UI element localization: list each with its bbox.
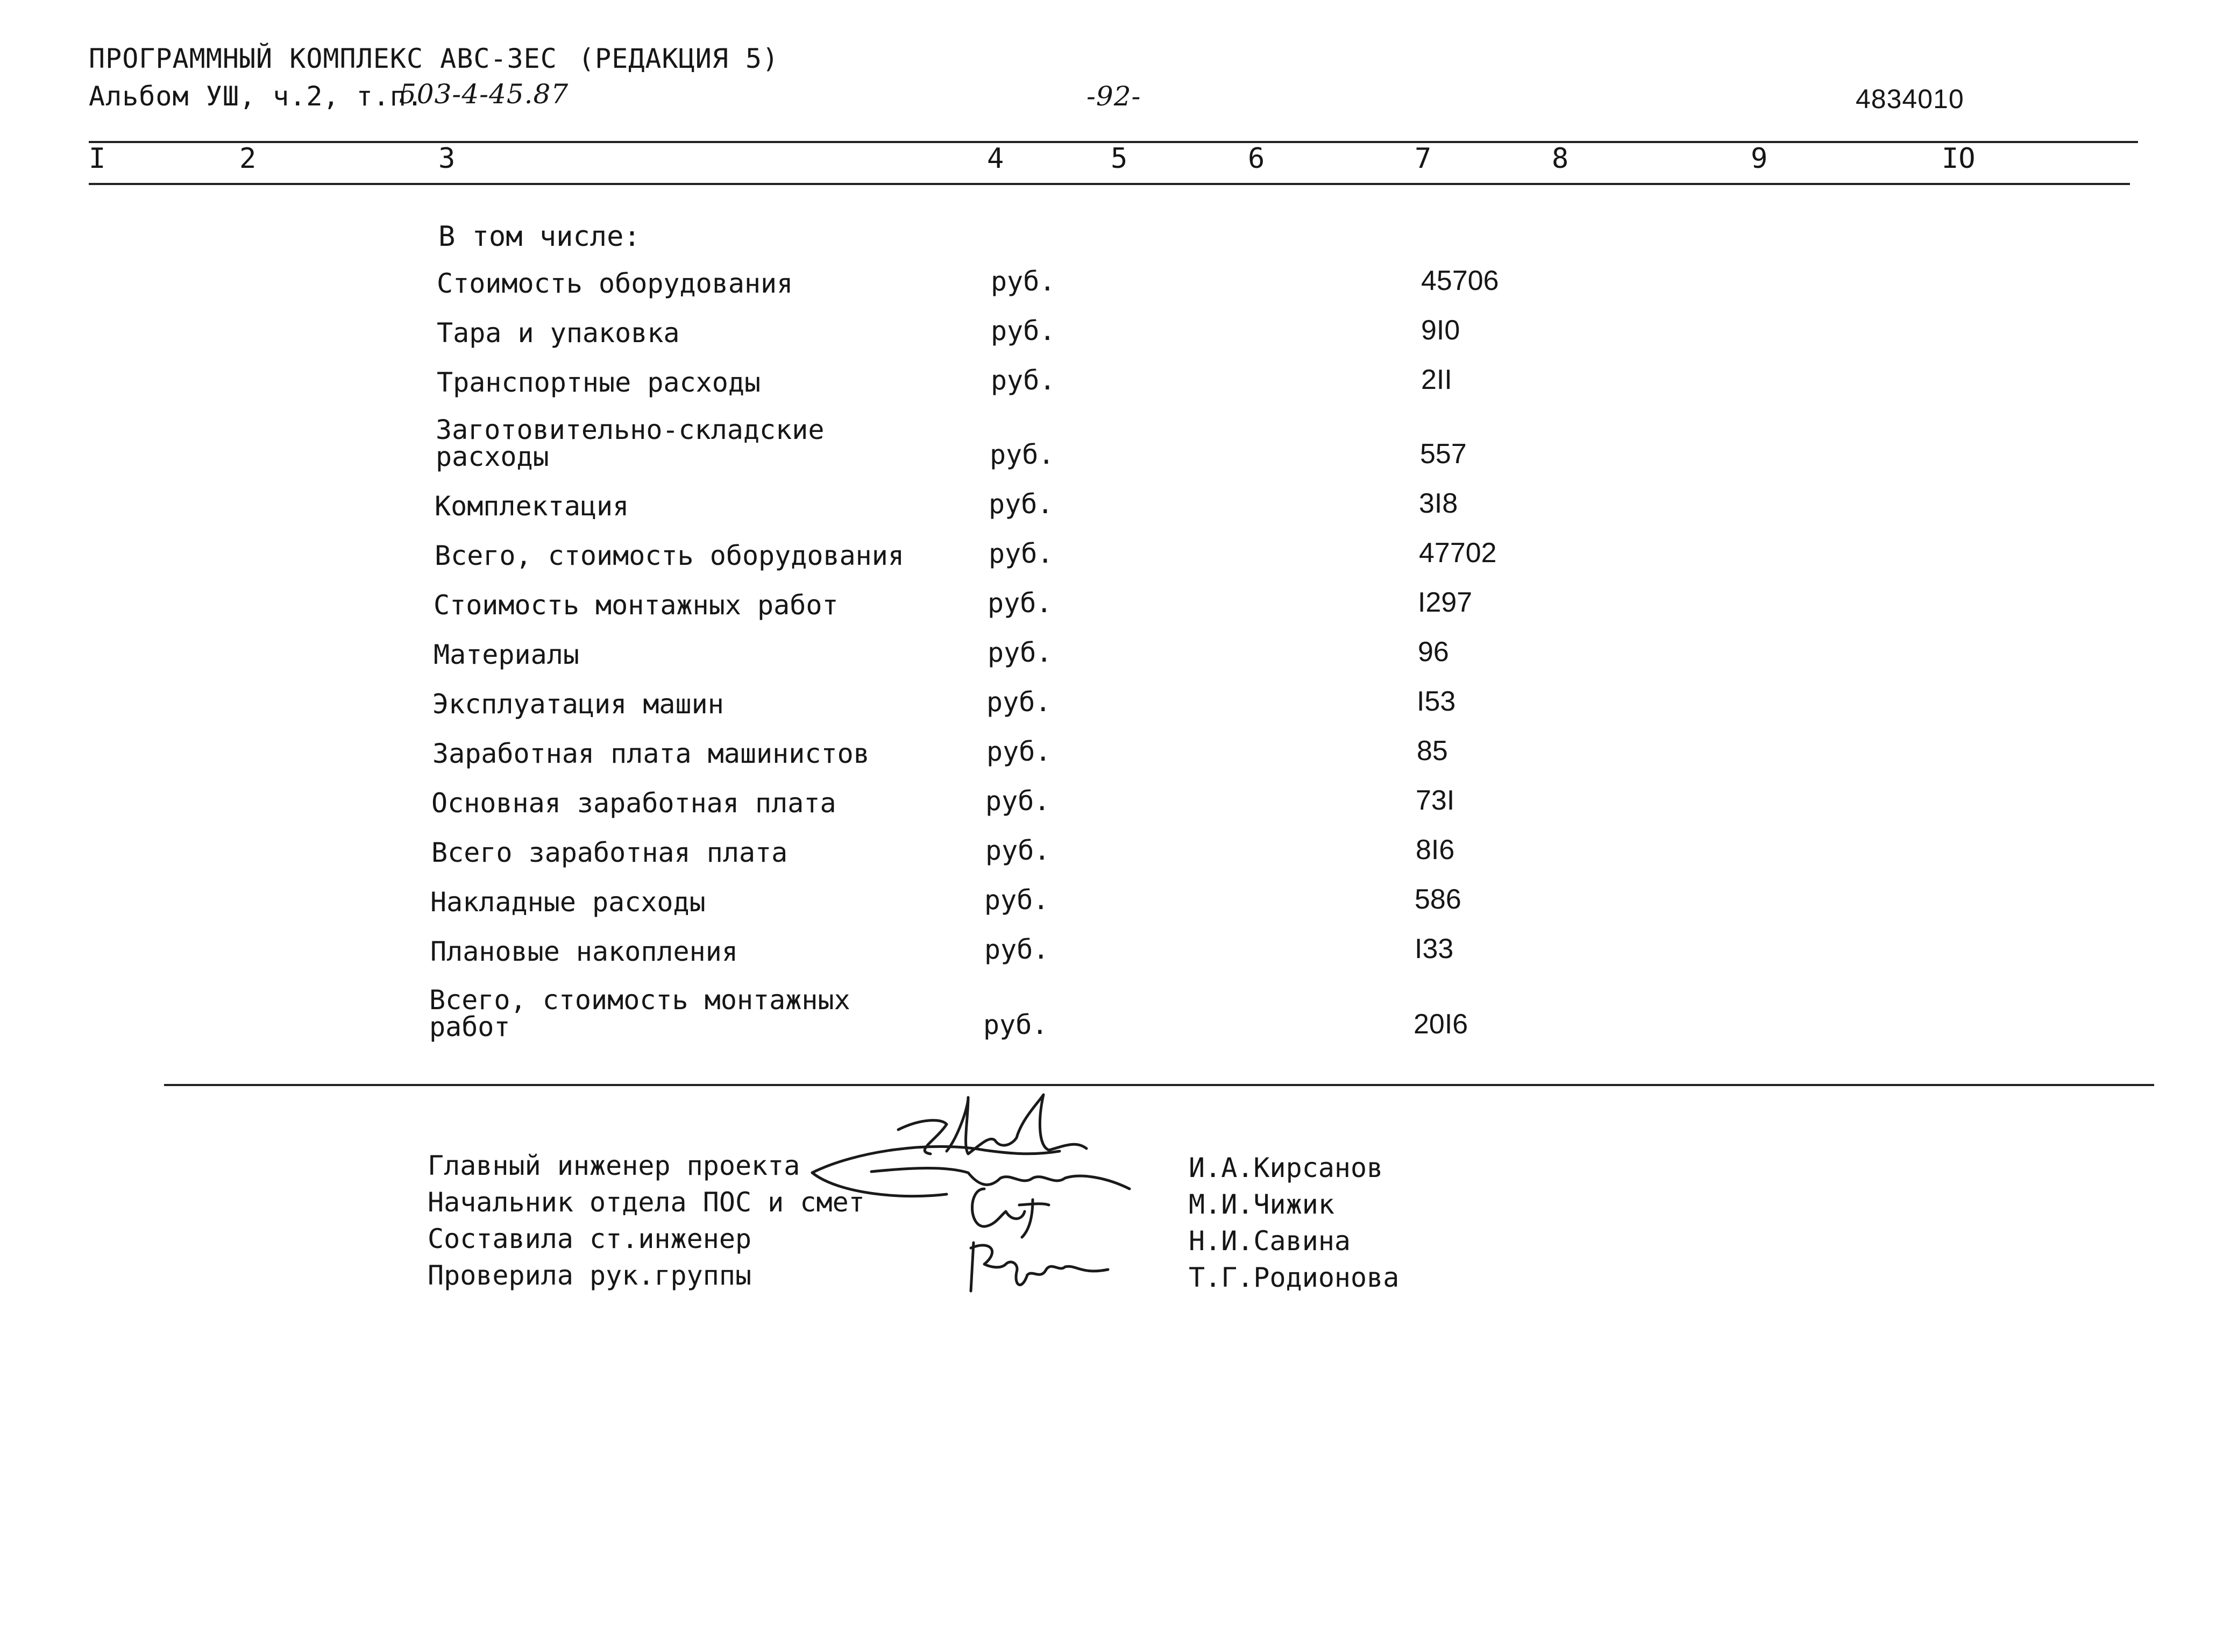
row-unit: руб. xyxy=(991,266,1056,297)
row-unit: руб. xyxy=(990,439,1055,470)
row-value: I297 xyxy=(1418,587,1473,618)
column-number: I xyxy=(89,143,106,175)
table-row xyxy=(437,297,1728,349)
row-unit: руб. xyxy=(989,538,1054,569)
row-label: Всего, стоимость оборудования xyxy=(435,540,904,571)
signature-stroke xyxy=(972,1189,1049,1237)
row-label: Стоимость оборудования xyxy=(437,268,793,299)
table-row xyxy=(436,396,1727,470)
table-row xyxy=(434,619,1724,668)
row-label: Стоимость монтажных работ xyxy=(434,590,839,621)
table-row xyxy=(437,247,1728,297)
row-unit: руб. xyxy=(991,315,1056,346)
column-number: 5 xyxy=(1111,143,1128,175)
row-label: Заработная плата машинистов xyxy=(432,738,870,769)
table-row xyxy=(432,668,1723,718)
signature-stroke xyxy=(871,1168,1130,1189)
row-unit: руб. xyxy=(985,785,1050,817)
row-label: Транспортные расходы xyxy=(437,367,761,398)
row-value: 9I0 xyxy=(1421,315,1460,346)
row-value: 557 xyxy=(1420,438,1467,470)
row-label: Основная заработная плата xyxy=(431,788,836,819)
table-row xyxy=(432,718,1723,767)
album-label: Альбом УШ, ч.2, т.п. xyxy=(89,81,424,112)
row-label: Накладные расходы xyxy=(430,887,706,918)
table-row xyxy=(430,916,1721,965)
table-row xyxy=(429,965,1720,1043)
row-label: Заготовительно-складские расходы xyxy=(436,414,825,472)
row-unit: руб. xyxy=(988,637,1053,668)
signature-stroke xyxy=(971,1243,1108,1291)
program-title: ПРОГРАММНЫЙ КОМПЛЕКС АВС-ЗЕС xyxy=(89,43,557,74)
row-label: Тара и упаковка xyxy=(437,317,680,349)
row-unit: руб. xyxy=(983,1009,1048,1040)
row-value: 20I6 xyxy=(1414,1009,1468,1040)
project-code: 503-4-45.87 xyxy=(399,79,569,110)
signature-name: Т.Г.Родионова xyxy=(1189,1262,1400,1293)
row-label: Материалы xyxy=(434,639,579,670)
signature-stroke xyxy=(898,1095,1086,1154)
row-unit: руб. xyxy=(986,736,1052,767)
table-row xyxy=(435,520,1725,569)
table-row xyxy=(431,817,1722,866)
row-label: Плановые накопления xyxy=(430,936,738,967)
signature-name: И.А.Кирсанов xyxy=(1189,1152,1383,1183)
row-value: 96 xyxy=(1418,636,1449,668)
row-value: 45706 xyxy=(1421,265,1499,296)
row-value: I33 xyxy=(1415,933,1454,965)
header-bottom-rule xyxy=(89,183,2130,185)
table-row xyxy=(437,346,1728,396)
table-row xyxy=(434,569,1724,619)
table-row xyxy=(435,470,1725,520)
row-value: I53 xyxy=(1417,686,1456,717)
row-unit: руб. xyxy=(989,488,1054,520)
table-row xyxy=(431,767,1722,817)
table-row xyxy=(430,866,1721,916)
signature-title: Составила ст.инженер xyxy=(428,1223,752,1254)
column-number: 3 xyxy=(438,143,456,175)
row-value: 2II xyxy=(1421,364,1452,395)
handwritten-signatures xyxy=(807,1087,1183,1345)
row-unit: руб. xyxy=(985,835,1050,866)
column-number: 7 xyxy=(1415,143,1432,175)
row-value: 73I xyxy=(1416,785,1455,816)
row-label: Всего, стоимость монтажных работ xyxy=(429,984,850,1043)
column-number: 8 xyxy=(1552,143,1569,175)
signature-stroke xyxy=(812,1173,947,1196)
row-value: 85 xyxy=(1417,735,1448,767)
row-value: 3I8 xyxy=(1419,488,1458,519)
footer-rule xyxy=(164,1084,2154,1086)
row-label: Эксплуатация машин xyxy=(432,689,724,720)
edition-label: (РЕДАКЦИЯ 5) xyxy=(578,43,779,74)
row-value: 47702 xyxy=(1419,537,1497,569)
page-number: -92- xyxy=(1086,81,1141,112)
row-value: 8I6 xyxy=(1416,834,1455,866)
signature-name: Н.И.Савина xyxy=(1189,1225,1351,1257)
signature-name: М.И.Чижик xyxy=(1189,1189,1334,1220)
signature-title: Проверила рук.группы xyxy=(428,1260,752,1291)
row-unit: руб. xyxy=(984,934,1049,965)
row-unit: руб. xyxy=(991,365,1056,396)
row-label: Всего заработная плата xyxy=(431,837,788,868)
column-number: 2 xyxy=(239,143,257,175)
row-label: Комплектация xyxy=(435,491,629,522)
column-number: 9 xyxy=(1751,143,1768,175)
document-number: 4834010 xyxy=(1856,84,1964,114)
column-number: IO xyxy=(1942,143,1976,175)
column-number: 6 xyxy=(1248,143,1265,175)
column-number: 4 xyxy=(987,143,1004,175)
section-label: В том числе: xyxy=(438,221,641,253)
row-value: 586 xyxy=(1415,884,1461,915)
row-unit: руб. xyxy=(988,587,1053,619)
row-unit: руб. xyxy=(986,686,1052,718)
row-unit: руб. xyxy=(984,884,1049,916)
signature-title: Главный инженер проекта xyxy=(428,1150,800,1181)
signature-title: Начальник отдела ПОС и смет xyxy=(428,1187,865,1218)
